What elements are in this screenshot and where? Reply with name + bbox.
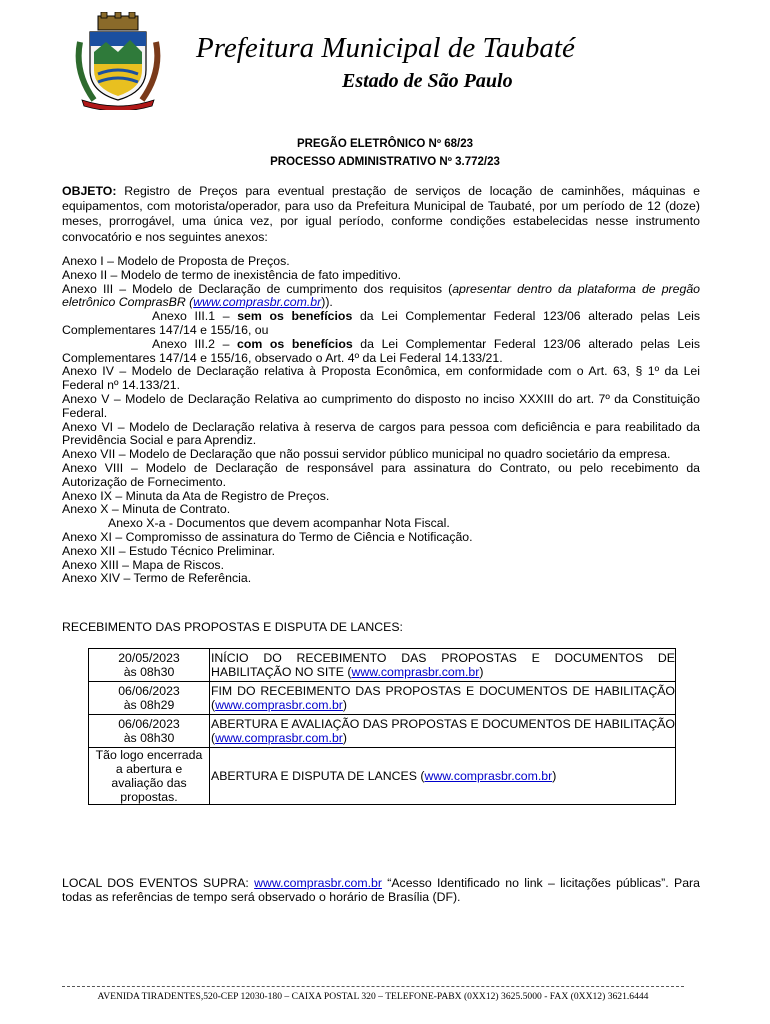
local-text: “Acesso Identificado no link – licitações públicas”. Para todas as referências de tempo será observado o horário de Brasília (DF). — [62, 876, 700, 904]
table-row — [89, 682, 676, 715]
annex-item: Anexo XIV – Termo de Referência. — [62, 571, 252, 586]
schedule-date-cell — [89, 748, 210, 805]
schedule-date-cell — [89, 715, 210, 748]
municipal-coat-of-arms-icon — [72, 12, 164, 110]
schedule-description: ABERTURA E DISPUTA DE LANCES ( — [211, 769, 425, 783]
annex-text: da Lei Complementar Federal 123/06 alterado pelas Leis Complementares 147/14 e 155/16, ou — [62, 309, 700, 337]
annex-item — [62, 283, 700, 311]
annex-item: Anexo XI – Compromisso de assinatura do Termo de Ciência e Notificação. — [62, 529, 473, 544]
comprasbr-link[interactable]: www.comprasbr.com.br — [215, 698, 343, 712]
objeto-text: Registro de Preços para eventual prestação de serviços de locação de caminhões, máquinas e equipamentos, com motorista/operador, para uso da Prefeitura Municipal de Taubaté, por um período de 12 (doze) meses, prorrogável, uma única vez, por igual período, conforme condições estabelecidas nesse instrumento convocatório e nos seguintes anexos: — [62, 184, 700, 244]
schedule-description-end: ) — [479, 665, 484, 679]
objeto-paragraph — [62, 184, 700, 245]
footer-divider — [62, 986, 684, 987]
schedule-date: Tão logo encerrada a abertura e avaliação das propostas. — [95, 748, 203, 804]
annex-item: Anexo XIII – Mapa de Riscos. — [62, 557, 224, 572]
schedule-description-cell — [210, 682, 676, 715]
annex-text: da Lei Complementar Federal 123/06 alterado pelas Leis Complementares 147/14 e 155/16, observado o Art. 4º da Lei Federal 14.133/21. — [62, 336, 700, 365]
annex-italic-text: apresentar dentro da plataforma de pregão eletrônico ComprasBR ( — [62, 281, 700, 310]
annex-item: Anexo IV – Modelo de Declaração relativa à Proposta Econômica, em conformidade com o Art. 63, § 1º da Lei Federal nº 14.133/21. — [62, 364, 700, 393]
annex-text: Anexo III.2 – — [152, 336, 238, 351]
annex-list — [62, 255, 700, 586]
annex-item: Anexo X – Minuta de Contrato. — [62, 502, 231, 517]
schedule-description-end: ) — [342, 698, 348, 712]
schedule-date: 20/05/2023 — [118, 651, 180, 665]
annex-item — [62, 310, 700, 338]
schedule-date-cell — [89, 649, 210, 682]
local-eventos-paragraph — [62, 876, 700, 904]
comprasbr-link[interactable]: www.comprasbr.com.br — [215, 731, 343, 745]
annex-bold-text: sem os benefícios — [237, 309, 353, 324]
schedule-description-end: ) — [342, 731, 348, 745]
schedule-description-cell — [210, 715, 676, 748]
recebimento-title: RECEBIMENTO DAS PROPOSTAS E DISPUTA DE LANCES: — [62, 620, 403, 634]
schedule-time: às 08h29 — [123, 698, 175, 712]
objeto-label: OBJETO: — [62, 184, 117, 198]
pregao-heading: PREGÃO ELETRÔNICO Nº 68/23 — [296, 138, 474, 150]
annex-item: Anexo V – Modelo de Declaração Relativa ao cumprimento do disposto no inciso XXXIII do art. 7º da Constituição Federal. — [62, 391, 700, 420]
comprasbr-link[interactable]: www.comprasbr.com.br — [351, 665, 480, 679]
annex-item: Anexo I – Modelo de Proposta de Preços. — [62, 254, 290, 268]
comprasbr-link[interactable]: www.comprasbr.com.br — [254, 876, 382, 890]
table-row — [89, 649, 676, 682]
schedule-date: 06/06/2023 — [118, 717, 180, 731]
annex-bold-text: com os benefícios — [237, 336, 353, 351]
annex-item: Anexo X-a - Documentos que devem acompanhar Nota Fiscal. — [108, 516, 450, 531]
schedule-description-cell — [210, 649, 676, 682]
annex-text: )). — [321, 295, 333, 310]
schedule-date-cell — [89, 682, 210, 715]
annex-item: Anexo VII – Modelo de Declaração que não possui servidor público municipal no quadro societário da empresa. — [62, 447, 671, 462]
schedule-table — [88, 648, 676, 805]
schedule-description-cell — [210, 748, 676, 805]
annex-item — [62, 338, 700, 366]
annex-item: Anexo XII – Estudo Técnico Preliminar. — [62, 543, 276, 558]
annex-item: Anexo II – Modelo de termo de inexistência de fato impeditivo. — [62, 267, 402, 282]
comprasbr-link[interactable]: www.comprasbr.com.br — [424, 769, 553, 783]
annex-item: Anexo VIII – Modelo de Declaração de responsável para assinatura do Contrato, ou pelo recebimento da Autorização de Fornecimento. — [62, 460, 700, 489]
comprasbr-link[interactable]: www.comprasbr.com.br — [193, 295, 322, 310]
local-label: LOCAL DOS EVENTOS SUPRA: — [62, 876, 255, 890]
annex-item: Anexo VI – Modelo de Declaração relativa à reserva de cargos para pessoa com deficiência e para reabilitado da Previdência Social e para Aprendiz. — [62, 419, 700, 448]
annex-text: Anexo III – Modelo de Declaração de cumprimento dos requisitos ( — [62, 281, 453, 296]
schedule-description-end: ) — [552, 769, 557, 783]
schedule-time: às 08h30 — [123, 665, 175, 679]
municipality-title: Prefeitura Municipal de Taubaté — [196, 32, 575, 64]
processo-heading: PROCESSO ADMINISTRATIVO Nº 3.772/23 — [270, 156, 500, 168]
annex-item: Anexo IX – Minuta da Ata de Registro de Preços. — [62, 488, 330, 503]
annex-text: Anexo III.1 – — [152, 309, 238, 324]
schedule-date: 06/06/2023 — [118, 684, 180, 698]
schedule-description: ABERTURA E AVALIAÇÃO DAS PROPOSTAS E DOCUMENTOS DE HABILITAÇÃO ( — [211, 717, 675, 745]
schedule-time: às 08h30 — [123, 731, 175, 745]
footer-address: AVENIDA TIRADENTES,520-CEP 12030-180 – CAIXA POSTAL 320 – TELEFONE-PABX (0XX12) 3625.5000 - FAX (0XX12) 3621.6444 — [97, 991, 649, 1002]
schedule-description: FIM DO RECEBIMENTO DAS PROPOSTAS E DOCUMENTOS DE HABILITAÇÃO ( — [211, 684, 675, 712]
schedule-description: INÍCIO DO RECEBIMENTO DAS PROPOSTAS E DOCUMENTOS DE HABILITAÇÃO NO SITE ( — [211, 651, 675, 679]
table-row — [89, 748, 676, 805]
state-subtitle: Estado de São Paulo — [342, 70, 513, 92]
table-row — [89, 715, 676, 748]
